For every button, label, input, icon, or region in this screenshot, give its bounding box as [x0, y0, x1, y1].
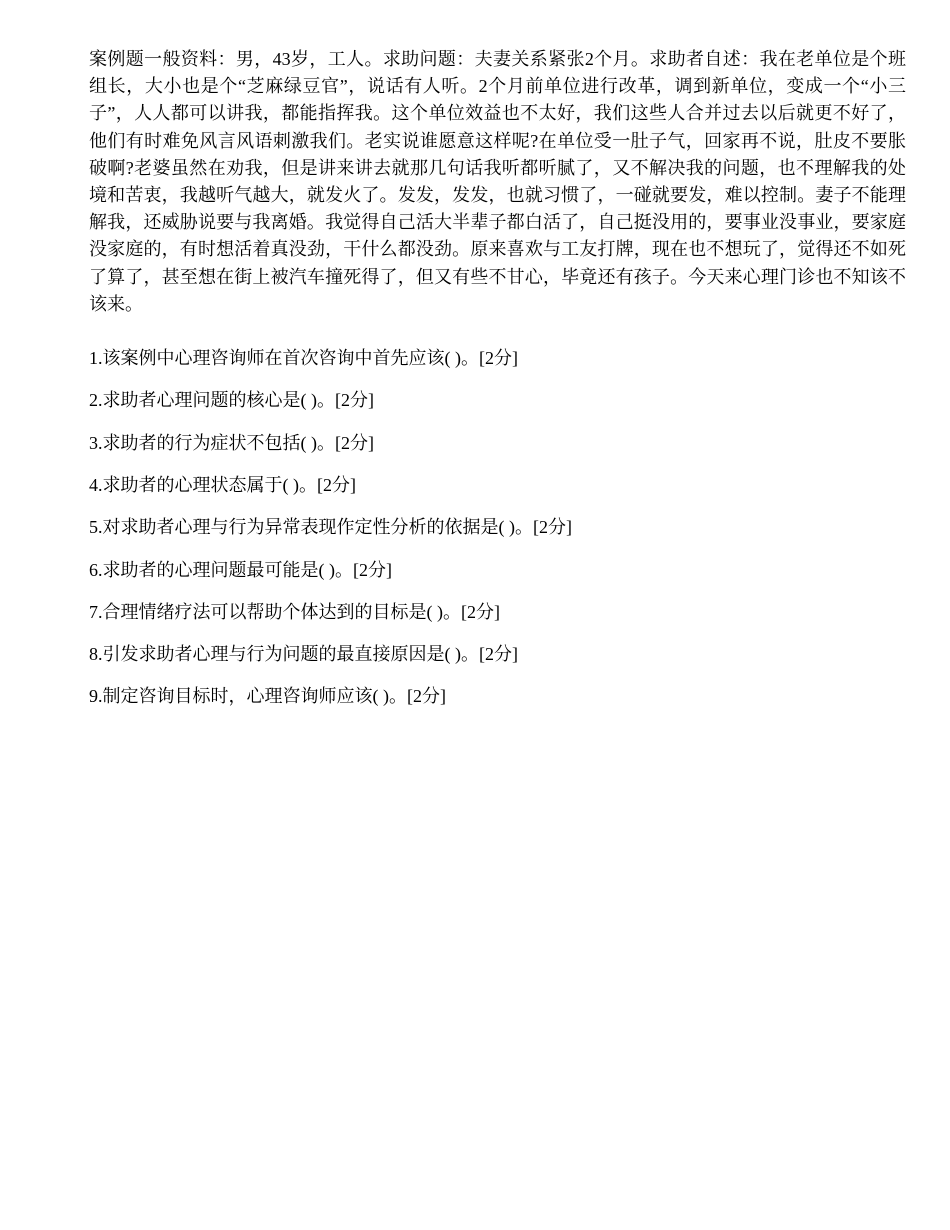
- question-item: 7.合理情绪疗法可以帮助个体达到的目标是( )。[2分]: [89, 601, 500, 622]
- question-item: 9.制定咨询目标时，心理咨询师应该( )。[2分]: [89, 686, 446, 707]
- question-item: 2.求助者心理问题的核心是( )。[2分]: [89, 390, 374, 411]
- question-item: 5.对求助者心理与行为异常表现作定性分析的依据是( )。[2分]: [89, 517, 572, 538]
- question-list: [89, 346, 910, 727]
- question-item: 6.求助者的心理问题最可能是( )。[2分]: [89, 559, 392, 580]
- question-item: 8.引发求助者心理与行为问题的最直接原因是( )。[2分]: [89, 644, 518, 665]
- question-item: 3.求助者的行为症状不包括( )。[2分]: [89, 432, 374, 453]
- case-description: 案例题一般资料：男，43岁，工人。求助问题：夫妻关系紧张2个月。求助者自述：我在老单位是个班组长，大小也是个“芝麻绿豆官”，说话有人听。2个月前单位进行改革，调到新单位，变成一个“小三子”，人人都可以讲我，都能指挥我。这个单位效益也不太好，我们这些人合并过去以后就更不好了，他们有时难免风言风语刺激我们。老实说谁愿意这样呢?在单位受一肚子气，回家再不说，肚皮不要胀破啊?老婆虽然在劝我，但是讲来讲去就那几句话我听都听腻了，又不解决我的问题，也不理解我的处境和苦衷，我越听气越大，就发火了。发发，发发，也就习惯了，一碰就要发，难以控制。妻子不能理解我，还威胁说要与我离婚。我觉得自己活大半辈子都白活了，自己挺没用的，要事业没事业，要家庭没家庭的，有时想活着真没劲，干什么都没劲。原来喜欢与工友打牌，现在也不想玩了，觉得还不如死了算了，甚至想在街上被汽车撞死得了，但又有些不甘心，毕竟还有孩子。今天来心理门诊也不知该不该来。: [89, 49, 906, 314]
- question-item: 1.该案例中心理咨询师在首次咨询中首先应该( )。[2分]: [89, 348, 518, 369]
- question-item: 4.求助者的心理状态属于( )。[2分]: [89, 474, 356, 495]
